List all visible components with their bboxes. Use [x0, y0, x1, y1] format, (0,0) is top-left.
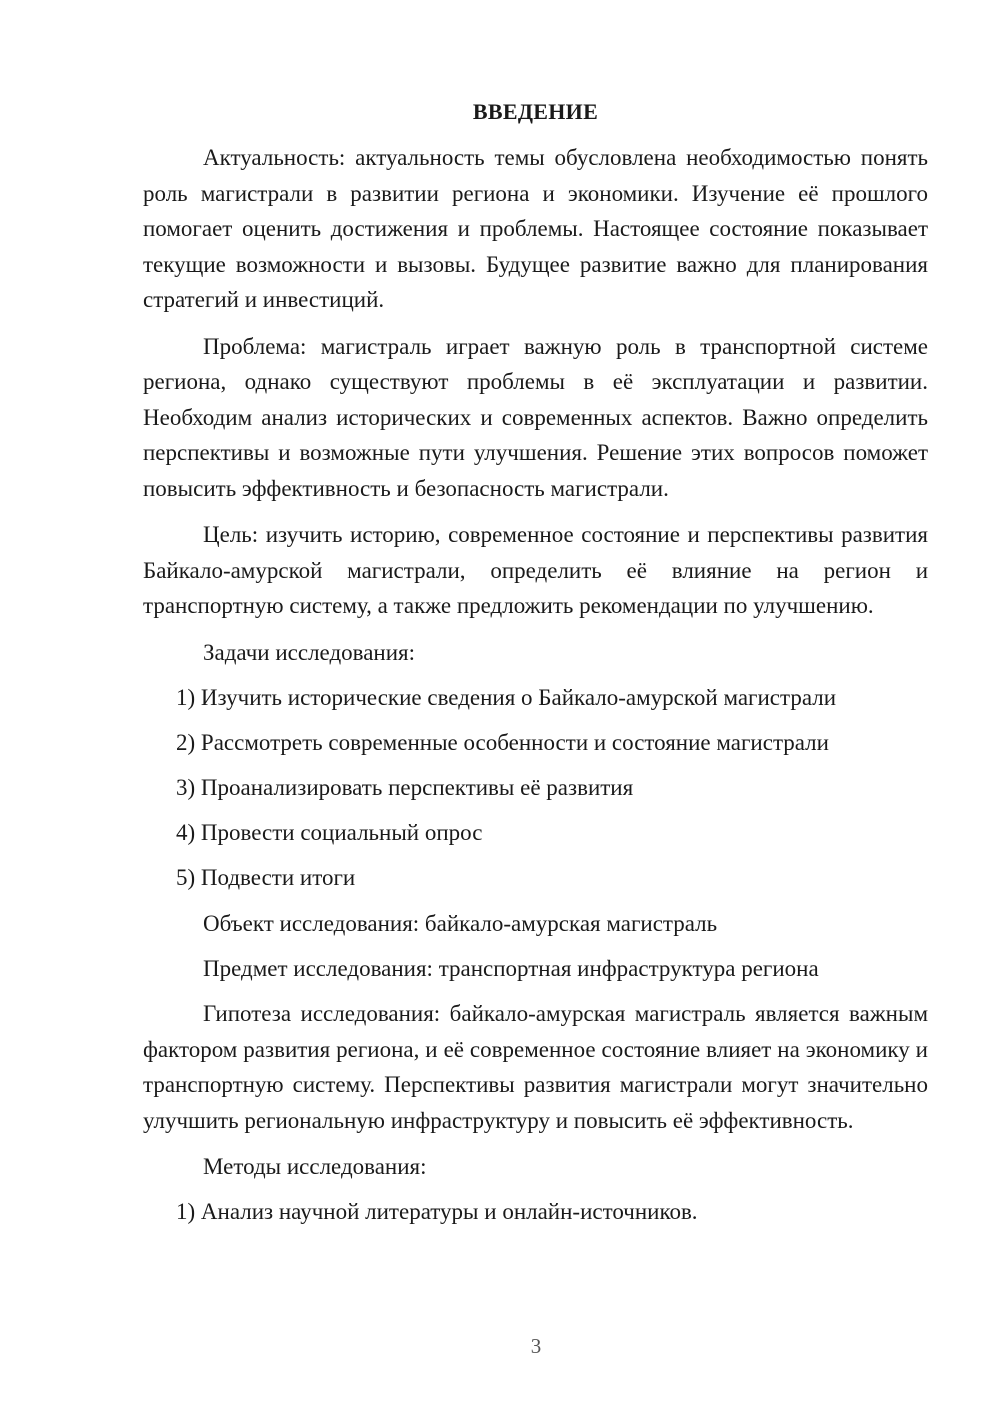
section-title: ВВЕДЕНИЕ: [472, 99, 599, 124]
problem-paragraph: Проблема: магистраль играет важную роль в транспортной системе региона, однако существуют проблемы в её эксплуатации и развитии. Необходим анализ исторических и современных аспектов. Важно определить перспективы и возможные пути улучшения. Решение этих вопросов поможет повысить эффективность и безопасность магистрали.: [143, 333, 928, 501]
list-item: 2) Рассмотреть современные особенности и состояние магистрали: [176, 729, 829, 755]
methods-heading: Методы исследования:: [203, 1154, 427, 1179]
tasks-heading: Задачи исследования:: [203, 639, 416, 665]
subject-line: Предмет исследования: транспортная инфраструктура региона: [203, 955, 819, 981]
relevance-paragraph: Актуальность: актуальность темы обусловлена необходимостью понять роль магистрали в развитии региона и экономики. Изучение её прошлого помогает оценить достижения и проблемы. Настоящее состояние показывает текущие возможности и вызовы. Будущее развитие важно для планирования стратегий и инвестиций.: [143, 145, 928, 312]
goal-paragraph: Цель: изучить историю, современное состояние и перспективы развития Байкало-амурской магистрали, определить её влияние на регион и транспортную систему, а также предложить рекомендации по улучшению.: [143, 522, 928, 618]
page-number: 3: [530, 1334, 542, 1358]
list-item: 5) Подвести итоги: [176, 865, 356, 891]
methods-list: [143, 1194, 928, 1230]
document-body: [143, 94, 928, 1239]
list-item: 1) Анализ научной литературы и онлайн-источников.: [176, 1199, 698, 1225]
hypothesis-paragraph: Гипотеза исследования: байкало-амурская магистраль является важным фактором развития региона, и её современное состояние влияет на экономику и транспортную систему. Перспективы развития магистрали могут значительно улучшить региональную инфраструктуру и повысить её эффективность.: [143, 1001, 928, 1133]
list-item: 1) Изучить исторические сведения о Байкало-амурской магистрали: [176, 684, 837, 710]
tasks-list: [143, 680, 928, 896]
list-item: 4) Провести социальный опрос: [176, 820, 483, 846]
list-item: 3) Проанализировать перспективы её развития: [176, 775, 634, 801]
object-line: Объект исследования: байкало-амурская магистраль: [203, 910, 718, 936]
